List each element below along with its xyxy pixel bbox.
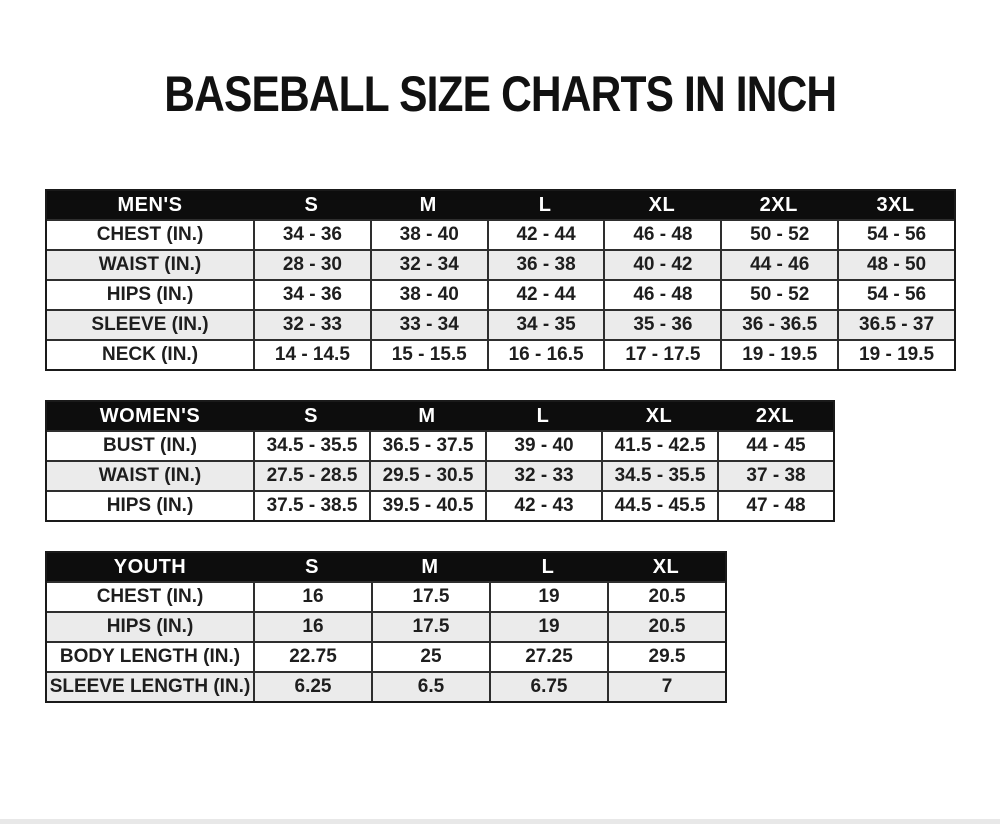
row-label-cell: HIPS (IN.)	[106, 495, 194, 516]
row-label-cell: SLEEVE (IN.)	[91, 314, 209, 335]
value-cell: 17 - 17.5	[603, 341, 720, 369]
mens-header-row	[47, 191, 954, 219]
value-cell: 16	[253, 613, 371, 641]
value-cell: 41.5 - 42.5	[601, 432, 717, 460]
value-cell: 37.5 - 38.5	[253, 492, 369, 520]
value-cell: 20.5	[607, 583, 725, 611]
youth-table-row	[47, 641, 725, 671]
row-label-cell: WAIST (IN.)	[98, 254, 202, 275]
womens-table-row	[47, 460, 833, 490]
value-cell: 42 - 44	[487, 281, 604, 309]
youth-column-header-m: M	[421, 555, 439, 578]
youth-table-row	[47, 671, 725, 701]
value-cell: 34 - 36	[253, 221, 370, 249]
value-cell: 44 - 46	[720, 251, 837, 279]
value-cell: 39 - 40	[485, 432, 601, 460]
womens-table-row	[47, 490, 833, 520]
value-cell: 50 - 52	[720, 221, 837, 249]
value-cell: 19 - 19.5	[837, 341, 954, 369]
row-label-cell: BODY LENGTH (IN.)	[59, 646, 241, 667]
value-cell: 36 - 38	[487, 251, 604, 279]
value-cell: 44.5 - 45.5	[601, 492, 717, 520]
mens-size-table	[45, 189, 956, 371]
value-cell: 6.75	[489, 673, 607, 701]
page-title-text: BASEBALL SIZE CHARTS IN INCH	[164, 66, 836, 122]
womens-column-header-xl: XL	[645, 404, 673, 427]
value-cell: 29.5	[607, 643, 725, 671]
mens-column-header-m: M	[419, 193, 437, 216]
value-cell: 37 - 38	[717, 462, 833, 490]
value-cell: 40 - 42	[603, 251, 720, 279]
value-cell: 20.5	[607, 613, 725, 641]
value-cell: 17.5	[371, 583, 489, 611]
mens-table-row	[47, 249, 954, 279]
value-cell: 34 - 36	[253, 281, 370, 309]
row-label-cell: HIPS (IN.)	[106, 616, 194, 637]
youth-table-row	[47, 581, 725, 611]
value-cell: 16	[253, 583, 371, 611]
value-cell: 36 - 36.5	[720, 311, 837, 339]
mens-table-row	[47, 279, 954, 309]
value-cell: 38 - 40	[370, 221, 487, 249]
value-cell: 47 - 48	[717, 492, 833, 520]
value-cell: 50 - 52	[720, 281, 837, 309]
value-cell: 36.5 - 37.5	[369, 432, 485, 460]
value-cell: 36.5 - 37	[837, 311, 954, 339]
mens-table-row	[47, 309, 954, 339]
value-cell: 54 - 56	[837, 281, 954, 309]
value-cell: 22.75	[253, 643, 371, 671]
womens-table-row	[47, 430, 833, 460]
value-cell: 38 - 40	[370, 281, 487, 309]
value-cell: 34 - 35	[487, 311, 604, 339]
mens-table-row	[47, 339, 954, 369]
row-label-cell: HIPS (IN.)	[106, 284, 194, 305]
womens-size-table	[45, 400, 835, 522]
value-cell: 29.5 - 30.5	[369, 462, 485, 490]
womens-header-row	[47, 402, 833, 430]
womens-header-label: WOMEN'S	[99, 404, 201, 427]
value-cell: 17.5	[371, 613, 489, 641]
value-cell: 19	[489, 583, 607, 611]
value-cell: 14 - 14.5	[253, 341, 370, 369]
value-cell: 44 - 45	[717, 432, 833, 460]
value-cell: 15 - 15.5	[370, 341, 487, 369]
page-title	[0, 66, 1000, 122]
youth-header-label: YOUTH	[113, 555, 187, 578]
womens-column-header-l: L	[536, 404, 550, 427]
value-cell: 25	[371, 643, 489, 671]
value-cell: 7	[607, 673, 725, 701]
mens-column-header-3xl: 3XL	[876, 193, 915, 216]
youth-column-header-l: L	[541, 555, 555, 578]
youth-size-table	[45, 551, 727, 703]
mens-column-header-2xl: 2XL	[759, 193, 798, 216]
mens-column-header-s: S	[304, 193, 319, 216]
mens-column-header-l: L	[538, 193, 552, 216]
size-chart-page	[0, 66, 1000, 703]
value-cell: 42 - 43	[485, 492, 601, 520]
womens-column-header-m: M	[418, 404, 436, 427]
value-cell: 34.5 - 35.5	[253, 432, 369, 460]
value-cell: 27.25	[489, 643, 607, 671]
value-cell: 28 - 30	[253, 251, 370, 279]
row-label-cell: WAIST (IN.)	[98, 465, 202, 486]
youth-header-row	[47, 553, 725, 581]
value-cell: 32 - 34	[370, 251, 487, 279]
value-cell: 32 - 33	[253, 311, 370, 339]
youth-column-header-s: S	[305, 555, 319, 578]
row-label-cell: CHEST (IN.)	[96, 224, 204, 245]
row-label-cell: SLEEVE LENGTH (IN.)	[49, 676, 251, 697]
value-cell: 27.5 - 28.5	[253, 462, 369, 490]
mens-header-label: MEN'S	[117, 193, 183, 216]
value-cell: 35 - 36	[603, 311, 720, 339]
row-label-cell: NECK (IN.)	[101, 344, 199, 365]
value-cell: 6.5	[371, 673, 489, 701]
value-cell: 54 - 56	[837, 221, 954, 249]
value-cell: 34.5 - 35.5	[601, 462, 717, 490]
value-cell: 6.25	[253, 673, 371, 701]
womens-column-header-s: S	[304, 404, 318, 427]
row-label-cell: CHEST (IN.)	[96, 586, 204, 607]
value-cell: 32 - 33	[485, 462, 601, 490]
row-label-cell: BUST (IN.)	[103, 435, 197, 456]
bottom-edge-band	[0, 819, 1000, 824]
value-cell: 33 - 34	[370, 311, 487, 339]
value-cell: 19	[489, 613, 607, 641]
value-cell: 48 - 50	[837, 251, 954, 279]
youth-column-header-xl: XL	[652, 555, 680, 578]
value-cell: 46 - 48	[603, 221, 720, 249]
youth-table-row	[47, 611, 725, 641]
womens-column-header-2xl: 2XL	[755, 404, 795, 427]
value-cell: 16 - 16.5	[487, 341, 604, 369]
value-cell: 39.5 - 40.5	[369, 492, 485, 520]
mens-table-row	[47, 219, 954, 249]
value-cell: 42 - 44	[487, 221, 604, 249]
mens-column-header-xl: XL	[648, 193, 676, 216]
value-cell: 19 - 19.5	[720, 341, 837, 369]
tables-container	[45, 189, 1000, 703]
value-cell: 46 - 48	[603, 281, 720, 309]
